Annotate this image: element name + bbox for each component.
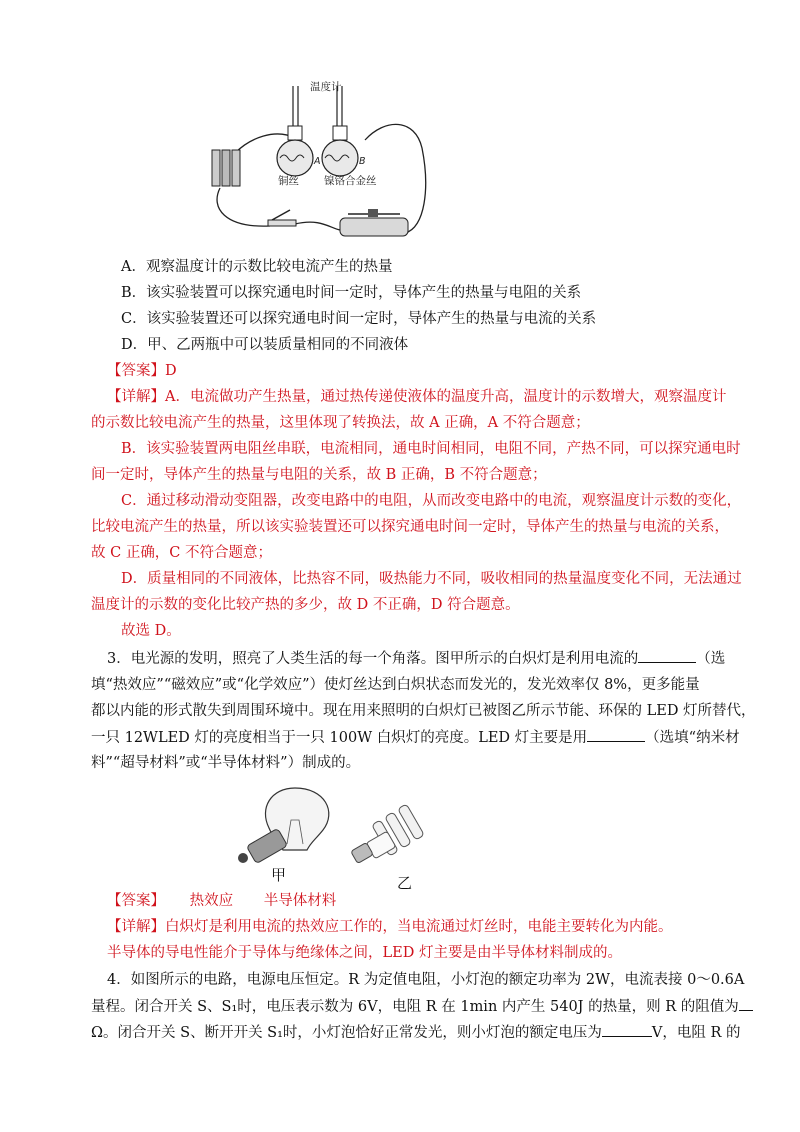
q4-line-text: V，电阻 R 的: [651, 1025, 741, 1041]
answer-value: 热效应: [189, 893, 234, 909]
q2-conclusion: 故选 D。: [121, 623, 181, 639]
q4-text-line: 4．如图所示的电路，电源电压恒定。R 为定值电阻，小灯泡的额定功率为 2W，电流表接 0～0.6A: [107, 972, 745, 988]
joule-heating-circuit-figure: [200, 78, 450, 250]
q3-explanation-line: 半导体的导电性能介于导体与绝缘体之间，LED 灯主要是由半导体材料制成的。: [107, 945, 622, 961]
copper-wire-label: 铜丝: [278, 175, 299, 187]
q2-option-c: C．该实验装置还可以探究通电时间一定时，导体产生的热量与电流的关系: [121, 311, 597, 327]
q3-line-text: 3．电光源的发明，照亮了人类生活的每一个角落。图甲所示的白炽灯是利用电流的: [107, 651, 639, 667]
q2-option-d: D．甲、乙两瓶中可以装质量相同的不同液体: [121, 337, 409, 353]
q3-explanation-line: 【详解】白炽灯是利用电流的热效应工作的，当电流通过灯丝时，电能主要转化为内能。: [107, 919, 673, 935]
rheostat-icon: [340, 209, 408, 236]
answer-blank[interactable]: [587, 727, 645, 742]
q2-answer: 【答案】D: [107, 363, 177, 379]
q2-option-a: A．观察温度计的示数比较电流产生的热量: [121, 259, 393, 275]
q2-explanation-line: 温度计的示数的变化比较产热的多少，故 D 不正确，D 符合题意。: [91, 597, 520, 613]
flask-b-icon: [322, 126, 358, 176]
q2-explanation-line: B．该实验装置两电阻丝串联，电流相同，通电时间相同，电阻不同，产热不同，可以探究通电时: [121, 441, 741, 457]
q3-text-line: 料”“超导材料”或“半导体材料”）制成的。: [91, 755, 361, 771]
q2-explanation-line: 【详解】A．电流做功产生热量，通过热传递使液体的温度升高，温度计的示数增大，观察温度计: [107, 389, 727, 405]
flask-a-icon: [277, 126, 313, 176]
q4-line-text: Ω。闭合开关 S、断开开关 S₁时，小灯泡恰好正常发光，则小灯泡的额定电压为: [91, 1025, 602, 1041]
q3-text-line: [107, 648, 725, 669]
q2-explanation-line: 间一定时，导体产生的热量与电阻的关系，故 B 正确，B 不符合题意；: [91, 467, 547, 483]
q3-line-text: （选填“纳米材: [645, 730, 740, 746]
q3-text-line: [91, 727, 740, 748]
q4-line-text: 量程。闭合开关 S、S₁时，电压表示数为 6V，电阻 R 在 1min 内产生 540J 的热量，则 R 的阻值为: [91, 999, 739, 1015]
thermometer-label: 温度计: [310, 81, 342, 93]
answer-blank[interactable]: [739, 996, 753, 1011]
q2-explanation-line: C．通过移动滑动变阻器，改变电路中的电阻，从而改变电路中的电流，观察温度计示数的变化，: [121, 493, 742, 509]
q3-text-line: 都以内能的形式散失到周围环境中。现在用来照明的白炽灯已被图乙所示节能、环保的 LED 灯所替代，: [91, 703, 756, 719]
answer-value: 半导体材料: [263, 893, 337, 909]
flask-b-label: B: [359, 156, 366, 167]
q2-explanation-line: 比较电流产生的热量，所以该实验装置还可以探究通电时间一定时，导体产生的热量与电流的关系，: [91, 519, 729, 535]
answer-blank[interactable]: [638, 648, 696, 663]
q4-text-line: [91, 1022, 741, 1043]
q3-line-text: （选: [696, 651, 726, 667]
led-cfl-bulb-icon: [351, 804, 425, 864]
circuit-wires: [217, 124, 426, 233]
q2-option-b: B．该实验装置可以探究通电时间一定时，导体产生的热量与电阻的关系: [121, 285, 582, 301]
switch-icon: [268, 210, 296, 226]
q2-explanation-line: 故 C 正确，C 不符合题意；: [91, 545, 273, 561]
answer-label: 【答案】: [107, 893, 165, 909]
bulb-figures: [225, 780, 465, 892]
q2-explanation-line: 的示数比较电流产生的热量，这里体现了转换法，故 A 正确，A 不符合题意；: [91, 415, 590, 431]
q3-text-line: 填“热效应”“磁效应”或“化学效应”）使灯丝达到白炽状态而发光的，发光效率仅 8%，更多能量: [91, 677, 700, 693]
nichrome-wire-label: 镍铬合金丝: [324, 175, 377, 187]
incandescent-bulb-icon: [238, 788, 329, 864]
q4-text-line: [91, 996, 753, 1017]
answer-blank[interactable]: [602, 1022, 652, 1037]
figure-label-jia: 甲: [271, 866, 287, 884]
q3-line-text: 一只 12WLED 灯的亮度相当于一只 100W 白炽灯的亮度。LED 灯主要是用: [91, 730, 588, 746]
q3-answer: [107, 891, 336, 911]
q2-explanation-line: D．质量相同的不同液体，比热容不同，吸热能力不同，吸收相同的热量温度变化不同，无法通过: [121, 571, 742, 587]
figure-label-yi: 乙: [397, 874, 413, 892]
battery-icon: [212, 150, 240, 186]
flask-a-label: A: [314, 156, 321, 167]
